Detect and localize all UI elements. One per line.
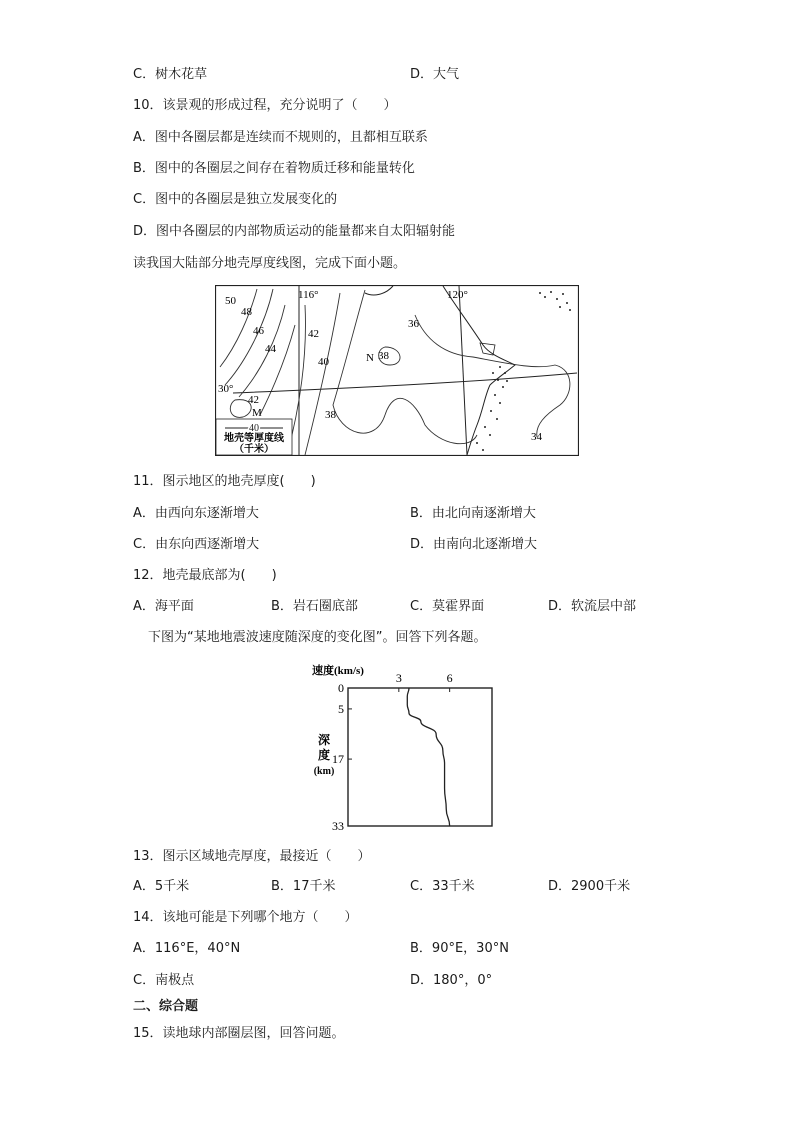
crust-thickness-map [215, 285, 579, 456]
y-tick-label: 0 [338, 681, 344, 695]
question-13-option-c: C．33千米 [410, 879, 475, 894]
question-12-stem: 12．地壳最底部为( ) [133, 568, 277, 583]
contour-label: 48 [241, 306, 252, 318]
question-11-option-b: B．由北向南逐渐增大 [410, 506, 536, 521]
question-15-stem: 15．读地球内部圈层图，回答问题。 [133, 1026, 345, 1041]
question-14-option-a: A．116°E，40°N [133, 941, 241, 956]
question-14-option-c: C．南极点 [133, 973, 195, 988]
contour-label: 36 [408, 318, 419, 330]
x-axis-label: 速度(km/s) [312, 665, 364, 677]
question-14-option-d: D．180°，0° [410, 973, 493, 988]
question-10-stem: 10．该景观的形成过程，充分说明了（ ） [133, 98, 397, 113]
question-14-stem: 14．该地可能是下列哪个地方（ ） [133, 910, 358, 925]
lon-label-116: 116° [298, 289, 319, 301]
legend-title: 地壳等厚度线 [224, 433, 284, 444]
contour-label: 44 [265, 343, 276, 355]
lon-label-120: 120° [447, 289, 468, 301]
legend-value: 40 [249, 423, 259, 434]
x-tick-label: 3 [395, 671, 402, 685]
y-axis-label-char: 度 [317, 748, 331, 762]
contour-label: 38 [325, 409, 336, 421]
seismic-velocity-chart [300, 660, 500, 830]
question-12-option-c: C．莫霍界面 [410, 599, 485, 614]
question-10-option-a: A．图中各圈层都是连续而不规则的，且都相互联系 [133, 130, 428, 145]
question-11-option-d: D．由南向北逐渐增大 [410, 537, 538, 552]
contour-label: 46 [253, 325, 264, 337]
question-14-option-b: B．90°E，30°N [410, 941, 509, 956]
question-12-option-b: B．岩石圈底部 [271, 599, 358, 614]
question-10-option-c: C．图中的各圈层是独立发展变化的 [133, 192, 338, 207]
y-tick-label: 17 [332, 752, 344, 767]
y-axis-label-char: 深 [317, 733, 331, 747]
contour-label: 40 [318, 356, 329, 368]
point-m: M [252, 407, 262, 419]
legend-unit: （千米） [234, 444, 274, 455]
question-13-option-d: D．2900千米 [548, 879, 631, 894]
contour-label: 42 [248, 394, 259, 406]
point-n: N [366, 352, 374, 364]
question-11-option-c: C．由东向西逐渐增大 [133, 537, 260, 552]
question-13-option-b: B．17千米 [271, 879, 336, 894]
plot-frame [348, 688, 492, 826]
question-10-option-b: B．图中的各圈层之间存在着物质迁移和能量转化 [133, 161, 415, 176]
contour-label: 38 [378, 350, 389, 362]
y-axis-label-unit: (km) [313, 766, 335, 777]
question-13-stem: 13．图示区域地壳厚度，最接近（ ） [133, 849, 371, 864]
chart-intro: 下图为“某地地震波速度随深度的变化图”。回答下列各题。 [148, 630, 487, 645]
x-tick-label: 6 [446, 671, 453, 685]
contour-label: 42 [308, 328, 319, 340]
option-c: C．树木花草 [133, 67, 208, 82]
section-heading: 二、综合题 [133, 999, 199, 1014]
question-11-stem: 11．图示地区的地壳厚度( ) [133, 474, 316, 489]
question-12-option-d: D．软流层中部 [548, 599, 637, 614]
y-tick-label: 5 [338, 701, 344, 716]
contour-label: 34 [531, 431, 542, 443]
contour-label: 50 [225, 295, 236, 307]
question-11-option-a: A．由西向东逐渐增大 [133, 506, 259, 521]
option-d: D．大气 [410, 67, 460, 82]
question-12-option-a: A．海平面 [133, 599, 194, 614]
question-13-option-a: A．5千米 [133, 879, 190, 894]
map-intro: 读我国大陆部分地壳厚度线图，完成下面小题。 [133, 256, 407, 271]
y-tick-label: 33 [332, 819, 344, 830]
question-10-option-d: D．图中各圈层的内部物质运动的能量都来自太阳辐射能 [133, 224, 456, 239]
lat-label-30: 30° [218, 383, 234, 395]
